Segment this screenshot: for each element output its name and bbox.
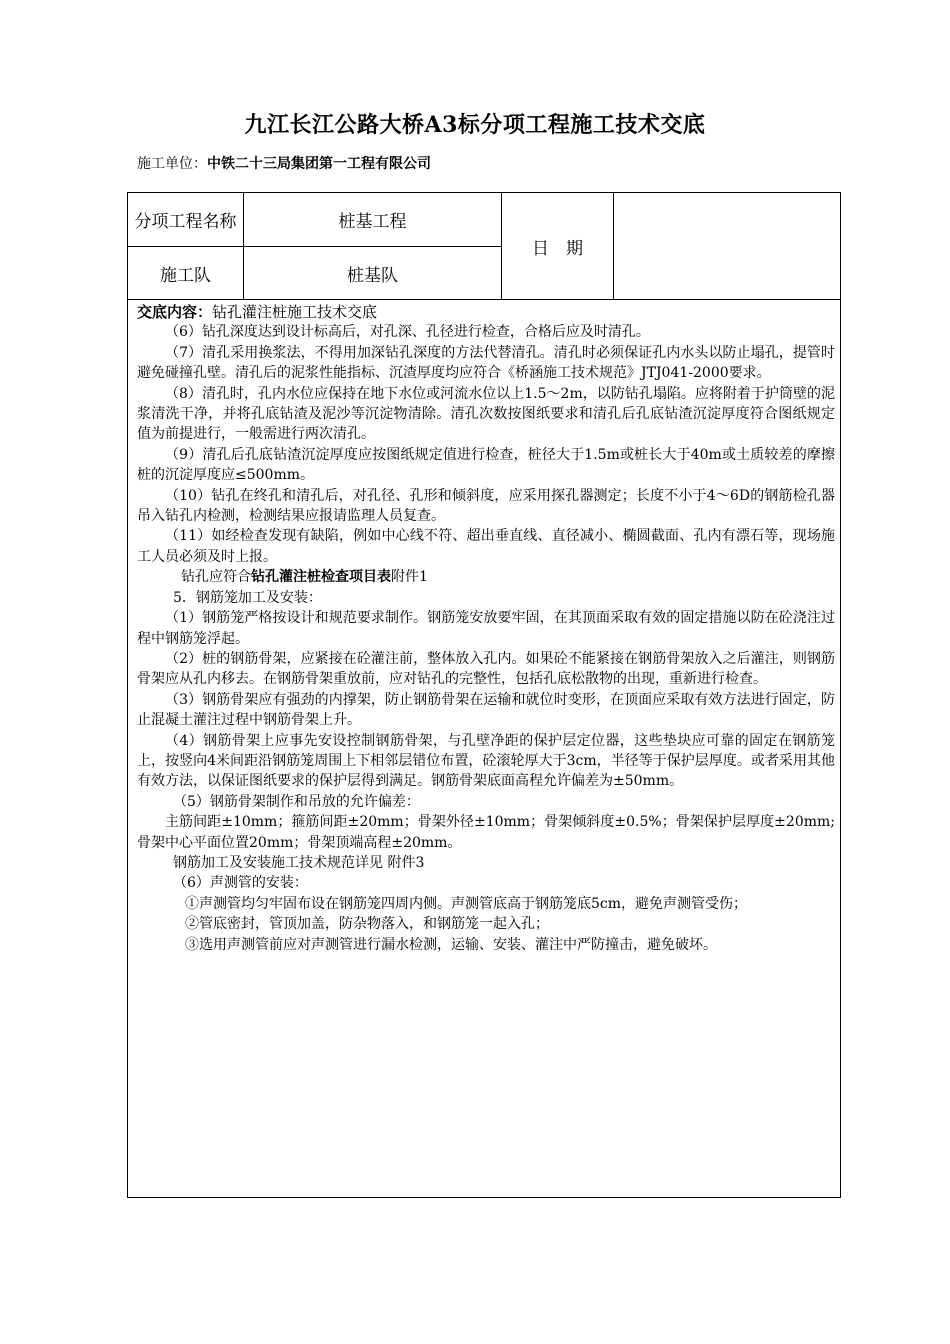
paragraph: （2）桩的钢筋骨架，应紧接在砼灌注前，整体放入孔内。如果砼不能紧接在钢筋骨架放入之后灌注，则钢筋骨架应从孔内移去。在钢筋骨架重放前，应对钻孔的完整性，包括孔底松散物的出现，重新进行检查。	[137, 650, 835, 688]
disclosure-content	[137, 302, 835, 955]
paragraph: （7）清孔采用换浆法，不得用加深钻孔深度的方法代替清孔。清孔时必须保证孔内水头以防止塌孔，提管时避免碰撞孔壁。清孔后的泥浆性能指标、沉渣厚度均应符合《桥涵施工技术规范》JTJ041-2000要求。	[137, 344, 835, 382]
unit-value: 中铁二十三局集团第一工程有限公司	[207, 156, 431, 172]
paragraph: （3）钢筋骨架应有强劲的内撑架，防止钢筋骨架在运输和就位时变形，在顶面应采取有效方法进行固定，防止混凝土灌注过程中钢筋骨架上升。	[137, 691, 835, 729]
item-name-label: 分项工程名称	[134, 212, 237, 232]
paragraph: （11）如经检查发现有缺陷，例如中心线不符、超出垂直线、直径减小、椭圆截面、孔内有漂石等，现场施工人员必须及时上报。	[137, 528, 835, 565]
date-value	[614, 193, 840, 299]
team-value: 桩基队	[347, 265, 398, 286]
paragraph: （6）钻孔深度达到设计标高后，对孔深、孔径进行检查，合格后应及时清孔。	[165, 324, 650, 341]
table-divider	[128, 299, 840, 300]
paragraph: （8）清孔时，孔内水位应保持在地下水位或河流水位以上1.5～2m，以防钻孔塌陷。应将附着于护筒壁的泥浆清洗干净，并将孔底钻渣及泥沙等沉淀物清除。清孔次数按图纸要求和清孔后孔底钻渣沉淀厚度符合图纸规定值为前提进行，一般需进行两次清孔。	[137, 385, 835, 443]
construction-unit	[137, 153, 431, 173]
list-item: ②管底密封，管顶加盖，防杂物落入，和钢筋笼一起入孔；	[185, 916, 549, 933]
unit-label: 施工单位：	[137, 156, 207, 172]
paragraph: 钢筋加工及安装施工技术规范详见 附件3	[173, 854, 425, 871]
content-head-value: 钻孔灌注桩施工技术交底	[212, 303, 378, 321]
content-head-label: 交底内容：	[137, 303, 213, 321]
attachment-prefix: 钻孔应符合	[181, 569, 251, 586]
paragraph: （6）声测管的安装：	[173, 875, 308, 892]
attachment-suffix: 附件1	[391, 569, 428, 586]
paragraph	[137, 567, 835, 587]
disclosure-table	[127, 192, 841, 1198]
page-title: 九江长江公路大桥A3标分项工程施工技术交底	[244, 112, 706, 138]
paragraph: 主筋间距±10mm；箍筋间距±20mm；骨架外径±10mm；骨架倾斜度±0.5%；骨架保护层厚度±20mm;骨架中心平面位置20mm；骨架顶端高程±20mm。	[137, 814, 835, 851]
date-label: 日 期	[532, 238, 583, 259]
list-item: ①声测管均匀牢固布设在钢筋笼四周内侧。声测管底高于钢筋笼底5cm，避免声测管受伤；	[185, 895, 748, 912]
item-name-value: 桩基工程	[338, 212, 407, 232]
paragraph: （1）钢筋笼严格按设计和规范要求制作。钢筋笼安放要牢固，在其顶面采取有效的固定措施以防在砼浇注过程中钢筋笼浮起。	[137, 610, 835, 647]
paragraph: （9）清孔后孔底钻渣沉淀厚度应按图纸规定值进行检查，桩径大于1.5m或桩长大于40m或土质较差的摩擦桩的沉淀厚度应≤500mm。	[137, 446, 835, 484]
paragraph: （5）钢筋骨架制作和吊放的允许偏差：	[173, 793, 420, 810]
team-label: 施工队	[160, 265, 211, 286]
attachment-title: 钻孔灌注桩检查项目表	[251, 569, 391, 586]
content-heading	[137, 302, 835, 322]
list-item: ③选用声测管前应对声测管进行漏水检测，运输、安装、灌注中严防撞击，避免破坏。	[185, 936, 717, 953]
paragraph: （10）钻孔在终孔和清孔后，对孔径、孔形和倾斜度，应采用探孔器测定；长度不小于4～6D的钢筋检孔器吊入钻孔内检测，检测结果应报请监理人员复查。	[137, 487, 835, 525]
section-heading: 5．钢筋笼加工及安装：	[173, 589, 322, 606]
paragraph: （4）钢筋骨架上应事先安设控制钢筋骨架，与孔壁净距的保护层定位器，这些垫块应可靠的固定在钢筋笼上，按竖向4米间距沿钢筋笼周围上下相邻层错位布置，砼滚轮厚大于3cm，半径等于保护层厚度。或者采用其他有效方法，以保证图纸要求的保护层得到满足。钢筋骨架底面高程允许偏差为±50mm。	[137, 732, 835, 790]
